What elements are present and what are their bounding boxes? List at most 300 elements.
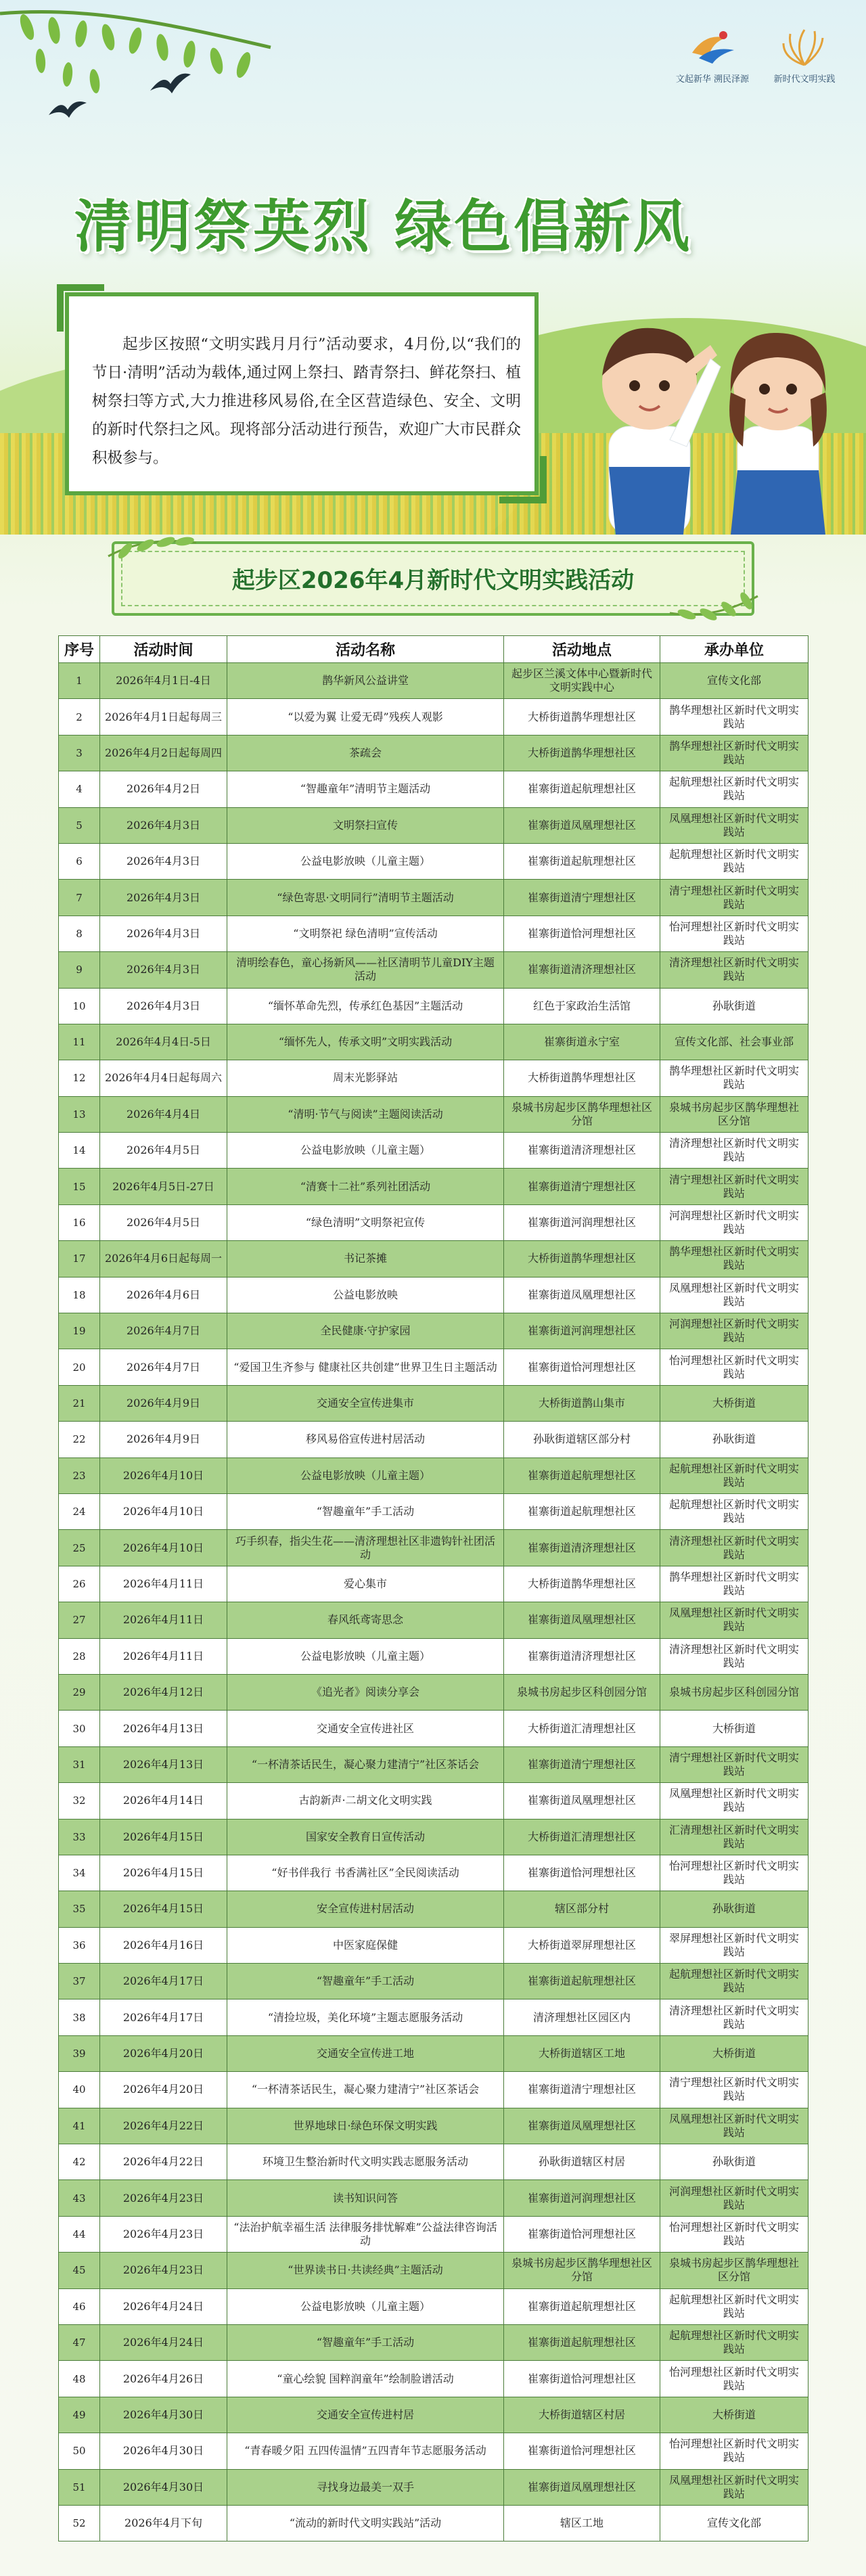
cell-organizer: 起航理想社区新时代文明实践站: [660, 843, 808, 879]
cell-location: 孙耿街道辖区村居: [504, 2144, 660, 2180]
cell-index: 29: [59, 1674, 100, 1710]
cell-location: 崔寨街道起航理想社区: [504, 2324, 660, 2360]
cell-index: 35: [59, 1891, 100, 1927]
cell-activity: “一杯清茶话民生，凝心聚力建清宁”社区茶话会: [227, 1746, 504, 1782]
cell-location: 大桥街道鹊华理想社区: [504, 699, 660, 735]
cell-index: 44: [59, 2216, 100, 2252]
cell-activity: 清明绘春色，童心扬新风——社区清明节儿童DIY主题活动: [227, 952, 504, 988]
table-row: [59, 1927, 808, 1963]
cell-activity: “清赛十二社”系列社团活动: [227, 1169, 504, 1204]
cell-index: 2: [59, 699, 100, 735]
swallow-icon: [47, 95, 88, 122]
cell-activity: 公益电影放映（儿童主题）: [227, 1133, 504, 1169]
cell-index: 16: [59, 1204, 100, 1240]
cell-location: 大桥街道辖区村居: [504, 2397, 660, 2433]
cell-activity: 公益电影放映（儿童主题）: [227, 1638, 504, 1674]
civilization-logo-icon: [781, 26, 828, 68]
table-row: [59, 1169, 808, 1204]
cell-time: 2026年4月10日: [100, 1493, 227, 1529]
cell-location: 崔寨街道起航理想社区: [504, 771, 660, 807]
cell-index: 37: [59, 1964, 100, 1999]
cell-location: 泉城书房起步区鹊华理想社区分馆: [504, 2253, 660, 2288]
cell-time: 2026年4月30日: [100, 2469, 227, 2505]
cell-location: 崔寨街道清济理想社区: [504, 952, 660, 988]
table-row: [59, 1783, 808, 1819]
cell-location: 崔寨街道清济理想社区: [504, 1530, 660, 1566]
saluting-children-illustration: [568, 291, 852, 535]
cell-location: 大桥街道鹊华理想社区: [504, 1241, 660, 1277]
table-row: [59, 843, 808, 879]
cell-time: 2026年4月4日起每周六: [100, 1060, 227, 1096]
table-row: [59, 1746, 808, 1782]
cell-index: 38: [59, 1999, 100, 2035]
cell-location: 大桥街道鹊华理想社区: [504, 1060, 660, 1096]
cell-organizer: 大桥街道: [660, 2035, 808, 2071]
cell-time: 2026年4月14日: [100, 1783, 227, 1819]
cell-location: 泉城书房起步区鹊华理想社区分馆: [504, 1096, 660, 1132]
cell-location: 大桥街道鹊华理想社区: [504, 735, 660, 771]
cell-organizer: 河润理想社区新时代文明实践站: [660, 1204, 808, 1240]
section-title: 起步区2026年4月新时代文明实践活动: [231, 567, 635, 594]
cell-time: 2026年4月30日: [100, 2433, 227, 2469]
cell-organizer: 鹊华理想社区新时代文明实践站: [660, 699, 808, 735]
table-row: [59, 1711, 808, 1746]
logo-xinhua: [675, 26, 750, 85]
cell-time: 2026年4月26日: [100, 2361, 227, 2397]
cell-index: 28: [59, 1638, 100, 1674]
table-row: [59, 1674, 808, 1710]
logo-area: [675, 26, 842, 85]
cell-time: 2026年4月24日: [100, 2288, 227, 2324]
cell-location: 崔寨街道起航理想社区: [504, 1458, 660, 1493]
cell-organizer: 宣传文化部: [660, 663, 808, 699]
table-row: [59, 2072, 808, 2108]
cell-index: 32: [59, 1783, 100, 1819]
cell-location: 大桥街道鹊山集市: [504, 1385, 660, 1421]
cell-index: 22: [59, 1422, 100, 1458]
cell-organizer: 清宁理想社区新时代文明实践站: [660, 1169, 808, 1204]
cell-organizer: 孙耿街道: [660, 2144, 808, 2180]
cell-index: 36: [59, 1927, 100, 1963]
cell-activity: “一杯清茶话民生，凝心聚力建清宁”社区茶话会: [227, 2072, 504, 2108]
cell-activity: 公益电影放映（儿童主题）: [227, 843, 504, 879]
logo-civilization: [767, 26, 842, 85]
cell-organizer: 孙耿街道: [660, 988, 808, 1024]
cell-activity: “智趣童年”清明节主题活动: [227, 771, 504, 807]
table-row: [59, 663, 808, 699]
cell-location: 崔寨街道凤凰理想社区: [504, 2469, 660, 2505]
cell-time: 2026年4月6日起每周一: [100, 1241, 227, 1277]
swallow-icon: [149, 68, 192, 97]
cell-index: 41: [59, 2108, 100, 2144]
cell-index: 7: [59, 880, 100, 916]
cell-activity: “智趣童年”手工活动: [227, 1964, 504, 1999]
table-row: [59, 1313, 808, 1349]
cell-activity: “缅怀革命先烈，传承红色基因”主题活动: [227, 988, 504, 1024]
cell-index: 12: [59, 1060, 100, 1096]
cell-index: 52: [59, 2505, 100, 2541]
cell-organizer: 宣传文化部、社会事业部: [660, 1024, 808, 1060]
cell-time: 2026年4月9日: [100, 1422, 227, 1458]
header-location: 活动地点: [504, 636, 660, 663]
cell-organizer: 清济理想社区新时代文明实践站: [660, 1999, 808, 2035]
cell-index: 15: [59, 1169, 100, 1204]
table-row: [59, 1241, 808, 1277]
cell-location: 大桥街道汇清理想社区: [504, 1711, 660, 1746]
cell-time: 2026年4月20日: [100, 2072, 227, 2108]
cell-time: 2026年4月5日: [100, 1204, 227, 1240]
table-row: [59, 2216, 808, 2252]
cell-location: 崔寨街道清济理想社区: [504, 1638, 660, 1674]
cell-organizer: 大桥街道: [660, 2397, 808, 2433]
page-title: 清明祭英烈 绿色倡新风: [74, 194, 693, 260]
table-row: [59, 2469, 808, 2505]
cell-activity: 公益电影放映: [227, 1277, 504, 1313]
cell-time: 2026年4月22日: [100, 2108, 227, 2144]
cell-organizer: 清济理想社区新时代文明实践站: [660, 952, 808, 988]
cell-activity: 世界地球日·绿色环保文明实践: [227, 2108, 504, 2144]
cell-index: 18: [59, 1277, 100, 1313]
cell-time: 2026年4月23日: [100, 2180, 227, 2216]
cell-activity: 古韵新声·二胡文化文明实践: [227, 1783, 504, 1819]
cell-activity: 读书知识问答: [227, 2180, 504, 2216]
cell-time: 2026年4月10日: [100, 1458, 227, 1493]
table-row: [59, 1493, 808, 1529]
cell-time: 2026年4月3日: [100, 843, 227, 879]
cell-location: 崔寨街道恰河理想社区: [504, 1855, 660, 1891]
cell-activity: 交通安全宣传进工地: [227, 2035, 504, 2071]
activity-table: [58, 635, 808, 2541]
cell-index: 33: [59, 1819, 100, 1855]
cell-time: 2026年4月4日-5日: [100, 1024, 227, 1060]
header-organizer: 承办单位: [660, 636, 808, 663]
cell-location: 清济理想社区园区内: [504, 1999, 660, 2035]
cell-time: 2026年4月1日起每周三: [100, 699, 227, 735]
cell-index: 51: [59, 2469, 100, 2505]
cell-organizer: 起航理想社区新时代文明实践站: [660, 1964, 808, 1999]
table-row: [59, 2035, 808, 2071]
cell-organizer: 清济理想社区新时代文明实践站: [660, 1133, 808, 1169]
cell-time: 2026年4月12日: [100, 1674, 227, 1710]
cell-organizer: 泉城书房起步区科创园分馆: [660, 1674, 808, 1710]
table-row: [59, 699, 808, 735]
cell-time: 2026年4月13日: [100, 1746, 227, 1782]
cell-organizer: 大桥街道: [660, 1385, 808, 1421]
cell-activity: 文明祭扫宣传: [227, 807, 504, 843]
table-row: [59, 1458, 808, 1493]
cell-organizer: 凤凰理想社区新时代文明实践站: [660, 1602, 808, 1638]
cell-activity: “世界读书日·共读经典”主题活动: [227, 2253, 504, 2288]
cell-location: 大桥街道汇清理想社区: [504, 1819, 660, 1855]
cell-index: 48: [59, 2361, 100, 2397]
cell-location: 崔寨街道恰河理想社区: [504, 2361, 660, 2397]
table-header-row: [59, 636, 808, 663]
cell-time: 2026年4月17日: [100, 1964, 227, 1999]
table-row: [59, 1024, 808, 1060]
cell-index: 42: [59, 2144, 100, 2180]
cell-organizer: 鹊华理想社区新时代文明实践站: [660, 1566, 808, 1602]
table-row: [59, 952, 808, 988]
table-body: [59, 663, 808, 2541]
cell-time: 2026年4月20日: [100, 2035, 227, 2071]
table-row: [59, 880, 808, 916]
table-row: [59, 1819, 808, 1855]
cell-organizer: 鹊华理想社区新时代文明实践站: [660, 1060, 808, 1096]
cell-organizer: 起航理想社区新时代文明实践站: [660, 2288, 808, 2324]
cell-index: 19: [59, 1313, 100, 1349]
cell-organizer: 鹊华理想社区新时代文明实践站: [660, 735, 808, 771]
cell-time: 2026年4月7日: [100, 1313, 227, 1349]
cell-activity: 茶疏会: [227, 735, 504, 771]
cell-time: 2026年4月3日: [100, 880, 227, 916]
cell-index: 49: [59, 2397, 100, 2433]
cell-activity: “绿色清明”文明祭祀宣传: [227, 1204, 504, 1240]
table-row: [59, 1530, 808, 1566]
cell-location: 崔寨街道河润理想社区: [504, 1204, 660, 1240]
cell-location: 孙耿街道辖区部分村: [504, 1422, 660, 1458]
cell-activity: “青春暖夕阳 五四传温情”五四青年节志愿服务活动: [227, 2433, 504, 2469]
cell-index: 30: [59, 1711, 100, 1746]
cell-organizer: 凤凰理想社区新时代文明实践站: [660, 807, 808, 843]
cell-index: 14: [59, 1133, 100, 1169]
cell-time: 2026年4月2日: [100, 771, 227, 807]
cell-organizer: 凤凰理想社区新时代文明实践站: [660, 1783, 808, 1819]
cell-location: 崔寨街道起航理想社区: [504, 843, 660, 879]
table-row: [59, 2180, 808, 2216]
cell-organizer: 孙耿街道: [660, 1422, 808, 1458]
cell-location: 崔寨街道清宁理想社区: [504, 880, 660, 916]
cell-time: 2026年4月23日: [100, 2216, 227, 2252]
cell-activity: “以爱为翼 让爱无碍”残疾人观影: [227, 699, 504, 735]
cell-activity: “好书伴我行 书香满社区”全民阅读活动: [227, 1855, 504, 1891]
cell-time: 2026年4月11日: [100, 1638, 227, 1674]
table-row: [59, 1349, 808, 1385]
cell-activity: 寻找身边最美一双手: [227, 2469, 504, 2505]
cell-location: 崔寨街道清宁理想社区: [504, 2072, 660, 2108]
cell-activity: 环境卫生整治新时代文明实践志愿服务活动: [227, 2144, 504, 2180]
table-row: [59, 1096, 808, 1132]
cell-index: 1: [59, 663, 100, 699]
cell-index: 47: [59, 2324, 100, 2360]
cell-index: 46: [59, 2288, 100, 2324]
table-row: [59, 2505, 808, 2541]
cell-organizer: 怡河理想社区新时代文明实践站: [660, 2433, 808, 2469]
header-time: 活动时间: [100, 636, 227, 663]
cell-index: 20: [59, 1349, 100, 1385]
table-row: [59, 2397, 808, 2433]
table-row: [59, 1638, 808, 1674]
cell-index: 3: [59, 735, 100, 771]
cell-index: 40: [59, 2072, 100, 2108]
cell-location: 大桥街道辖区工地: [504, 2035, 660, 2071]
willow-branch-icon: [0, 0, 284, 135]
cell-time: 2026年4月下旬: [100, 2505, 227, 2541]
cell-organizer: 清济理想社区新时代文明实践站: [660, 1638, 808, 1674]
cell-time: 2026年4月4日: [100, 1096, 227, 1132]
cell-location: 崔寨街道凤凰理想社区: [504, 1783, 660, 1819]
cell-organizer: 起航理想社区新时代文明实践站: [660, 1458, 808, 1493]
cell-location: 崔寨街道起航理想社区: [504, 1964, 660, 1999]
cell-activity: 全民健康·守护家园: [227, 1313, 504, 1349]
cell-index: 27: [59, 1602, 100, 1638]
logo2-text: 新时代文明实践: [773, 74, 836, 85]
cell-index: 17: [59, 1241, 100, 1277]
cell-organizer: 凤凰理想社区新时代文明实践站: [660, 2469, 808, 2505]
cell-index: 24: [59, 1493, 100, 1529]
cell-time: 2026年4月30日: [100, 2397, 227, 2433]
header-index: 序号: [59, 636, 100, 663]
cell-time: 2026年4月24日: [100, 2324, 227, 2360]
cell-activity: 鹊华新风公益讲堂: [227, 663, 504, 699]
cell-time: 2026年4月15日: [100, 1819, 227, 1855]
cell-time: 2026年4月3日: [100, 916, 227, 951]
table-row: [59, 988, 808, 1024]
table-row: [59, 2144, 808, 2180]
cell-organizer: 凤凰理想社区新时代文明实践站: [660, 1277, 808, 1313]
cell-time: 2026年4月10日: [100, 1530, 227, 1566]
cell-time: 2026年4月11日: [100, 1566, 227, 1602]
cell-location: 崔寨街道凤凰理想社区: [504, 1277, 660, 1313]
cell-organizer: 清宁理想社区新时代文明实践站: [660, 1746, 808, 1782]
cell-activity: 公益电影放映（儿童主题）: [227, 2288, 504, 2324]
cell-organizer: 清济理想社区新时代文明实践站: [660, 1530, 808, 1566]
cell-organizer: 宣传文化部: [660, 2505, 808, 2541]
cell-index: 10: [59, 988, 100, 1024]
cell-index: 31: [59, 1746, 100, 1782]
cell-index: 11: [59, 1024, 100, 1060]
cell-location: 崔寨街道恰河理想社区: [504, 1349, 660, 1385]
cell-location: 崔寨街道河润理想社区: [504, 1313, 660, 1349]
cell-activity: “文明祭祀 绿色清明”宣传活动: [227, 916, 504, 951]
cell-index: 4: [59, 771, 100, 807]
cell-organizer: 怡河理想社区新时代文明实践站: [660, 1855, 808, 1891]
cell-location: 崔寨街道清宁理想社区: [504, 1169, 660, 1204]
table-row: [59, 807, 808, 843]
cell-organizer: 凤凰理想社区新时代文明实践站: [660, 2108, 808, 2144]
cell-location: 崔寨街道恰河理想社区: [504, 2216, 660, 2252]
cell-activity: 国家安全教育日宣传活动: [227, 1819, 504, 1855]
table-row: [59, 1855, 808, 1891]
cell-index: 8: [59, 916, 100, 951]
cell-activity: 中医家庭保健: [227, 1927, 504, 1963]
header-activity: 活动名称: [227, 636, 504, 663]
cell-organizer: 怡河理想社区新时代文明实践站: [660, 2216, 808, 2252]
cell-organizer: 怡河理想社区新时代文明实践站: [660, 916, 808, 951]
logo1-text: 文起新华 溯民泽源: [675, 74, 750, 85]
cell-index: 21: [59, 1385, 100, 1421]
table-row: [59, 2288, 808, 2324]
cell-activity: 交通安全宣传进村居: [227, 2397, 504, 2433]
cell-location: 崔寨街道清济理想社区: [504, 1133, 660, 1169]
cell-index: 39: [59, 2035, 100, 2071]
cell-activity: 《追光者》阅读分享会: [227, 1674, 504, 1710]
cell-time: 2026年4月15日: [100, 1855, 227, 1891]
cell-activity: 交通安全宣传进社区: [227, 1711, 504, 1746]
cell-organizer: 泉城书房起步区鹊华理想社区分馆: [660, 1096, 808, 1132]
cell-activity: “智趣童年”手工活动: [227, 2324, 504, 2360]
section-banner: [112, 541, 754, 616]
cell-time: 2026年4月23日: [100, 2253, 227, 2288]
cell-location: 红色于家政治生活馆: [504, 988, 660, 1024]
table-row: [59, 1566, 808, 1602]
cell-organizer: 起航理想社区新时代文明实践站: [660, 1493, 808, 1529]
cell-location: 辖区部分村: [504, 1891, 660, 1927]
cell-index: 13: [59, 1096, 100, 1132]
cell-location: 崔寨街道河润理想社区: [504, 2180, 660, 2216]
cell-activity: 移风易俗宣传进村居活动: [227, 1422, 504, 1458]
cell-index: 9: [59, 952, 100, 988]
cell-activity: “清捡垃圾，美化环境”主题志愿服务活动: [227, 1999, 504, 2035]
cell-activity: 爱心集市: [227, 1566, 504, 1602]
activity-table-wrap: [58, 635, 808, 2541]
cell-activity: 交通安全宣传进集市: [227, 1385, 504, 1421]
cell-location: 崔寨街道凤凰理想社区: [504, 1602, 660, 1638]
cell-location: 崔寨街道恰河理想社区: [504, 2433, 660, 2469]
cell-organizer: 怡河理想社区新时代文明实践站: [660, 1349, 808, 1385]
cell-time: 2026年4月9日: [100, 1385, 227, 1421]
cell-time: 2026年4月17日: [100, 1999, 227, 2035]
table-row: [59, 1602, 808, 1638]
cell-location: 起步区兰溪文体中心暨新时代文明实践中心: [504, 663, 660, 699]
cell-time: 2026年4月2日起每周四: [100, 735, 227, 771]
cell-index: 50: [59, 2433, 100, 2469]
cell-time: 2026年4月5日-27日: [100, 1169, 227, 1204]
cell-index: 25: [59, 1530, 100, 1566]
cell-organizer: 怡河理想社区新时代文明实践站: [660, 2361, 808, 2397]
table-row: [59, 1277, 808, 1313]
cell-organizer: 大桥街道: [660, 1711, 808, 1746]
cell-activity: “童心绘貌 国粹润童年”绘制脸谱活动: [227, 2361, 504, 2397]
cell-organizer: 起航理想社区新时代文明实践站: [660, 771, 808, 807]
table-row: [59, 2253, 808, 2288]
xinhua-logo-icon: [685, 26, 739, 68]
cell-activity: 书记茶摊: [227, 1241, 504, 1277]
table-row: [59, 1385, 808, 1421]
table-row: [59, 2108, 808, 2144]
cell-activity: “法治护航幸福生活 法律服务排忧解难”公益法律咨询活动: [227, 2216, 504, 2252]
cell-index: 26: [59, 1566, 100, 1602]
cell-organizer: 清宁理想社区新时代文明实践站: [660, 880, 808, 916]
table-row: [59, 2433, 808, 2469]
table-row: [59, 771, 808, 807]
cell-organizer: 清宁理想社区新时代文明实践站: [660, 2072, 808, 2108]
cell-time: 2026年4月15日: [100, 1891, 227, 1927]
cell-activity: “爱国卫生齐参与 健康社区共创建”世界卫生日主题活动: [227, 1349, 504, 1385]
cell-organizer: 孙耿街道: [660, 1891, 808, 1927]
cell-activity: “绿色寄思·文明同行”清明节主题活动: [227, 880, 504, 916]
cell-organizer: 翠屏理想社区新时代文明实践站: [660, 1927, 808, 1963]
cell-time: 2026年4月5日: [100, 1133, 227, 1169]
cell-time: 2026年4月3日: [100, 952, 227, 988]
cell-activity: “流动的新时代文明实践站”活动: [227, 2505, 504, 2541]
cell-index: 6: [59, 843, 100, 879]
table-row: [59, 916, 808, 951]
cell-location: 崔寨街道起航理想社区: [504, 2288, 660, 2324]
cell-time: 2026年4月11日: [100, 1602, 227, 1638]
cell-location: 崔寨街道恰河理想社区: [504, 916, 660, 951]
table-row: [59, 1891, 808, 1927]
cell-activity: 安全宣传进村居活动: [227, 1891, 504, 1927]
cell-index: 43: [59, 2180, 100, 2216]
cell-location: 崔寨街道凤凰理想社区: [504, 807, 660, 843]
cell-location: 大桥街道鹊华理想社区: [504, 1566, 660, 1602]
table-row: [59, 1133, 808, 1169]
cell-activity: “缅怀先人，传承文明”文明实践活动: [227, 1024, 504, 1060]
table-row: [59, 1204, 808, 1240]
cell-index: 23: [59, 1458, 100, 1493]
cell-time: 2026年4月1日-4日: [100, 663, 227, 699]
cell-index: 5: [59, 807, 100, 843]
